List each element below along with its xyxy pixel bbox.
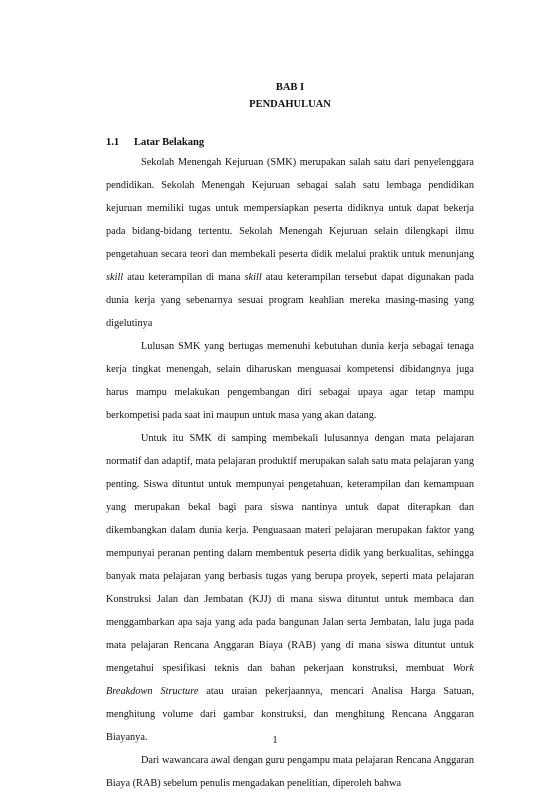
section-number: 1.1 <box>106 137 120 148</box>
chapter-label: BAB I <box>275 82 305 93</box>
paragraph-4 <box>106 749 474 795</box>
paragraph-3 <box>106 427 474 749</box>
paragraph-1 <box>106 151 474 335</box>
text-run: Sekolah Menengah Kejuruan (SMK) merupakan salah satu dari penyelenggara pendidikan. Sekolah Menengah Kejuruan sebagai salah satu lembaga pendidikan kejuruan memiliki tugas untuk mempersiapkan peserta didiknya untuk dapat bekerja pada bidang-bidang tertentu. Sekolah Menengah Kejuruan selain dilengkapi ilmu pengetahuan secara teori dan membekali peserta didik melalui praktik untuk menunjang <box>106 157 474 260</box>
text-run: atau uraian pekerjaannya, mencari Analisa Harga Satuan, menghitung volume dari gambar konstruksi, dan menghitung Rencana Anggaran Biayanya. <box>106 686 474 743</box>
text-run: atau keterampilan di mana <box>123 272 245 283</box>
chapter-title: PENDAHULUAN <box>249 99 331 110</box>
paragraph-2 <box>106 335 474 427</box>
section-heading <box>106 137 204 148</box>
page-number: 1 <box>272 735 278 746</box>
text-run: atau keterampilan tersebut dapat digunakan pada dunia kerja yang sebenarnya sesuai program keahlian mereka masing-masing yang digelutinya <box>106 272 474 329</box>
italic-term: Work Breakdown Structure <box>106 663 474 697</box>
italic-term: skill <box>244 272 262 283</box>
body-text <box>106 151 474 795</box>
text-run: Untuk itu SMK di samping membekali lulusannya dengan mata pelajaran normatif dan adaptif, mata pelajaran produktif merupakan salah satu mata pelajaran yang penting. Siswa dituntut untuk mempunyai pengetahuan, keterampilan dan kemampuan yang merupakan bekal bagi para siswa nantinya untuk dapat diterapkan dan dikembangkan dalam dunia kerja. Penguasaan materi pelajaran merupakan faktor yang mempunyai peranan penting dalam membentuk peserta didik yang berkualitas, sehingga banyak mata pelajaran yang berbasis tugas yang berupa proyek, seperti mata pelajaran Konstruksi Jalan dan Jembatan (KJJ) di mana siswa dituntut untuk membaca dan menggambarkan apa saja yang ada pada bangunan Jalan serta Jembatan, lalu juga pada mata pelajaran Rencana Anggaran Biaya (RAB) yang di mana siswa dituntut untuk mengetahui spesifikasi teknis dan bahan pekerjaan konstruksi, membuat <box>106 433 474 674</box>
section-title: Latar Belakang <box>134 137 205 148</box>
text-run: Dari wawancara awal dengan guru pengampu mata pelajaran Rencana Anggaran Biaya (RAB) sebelum penulis mengadakan penelitian, diperoleh bahwa <box>106 755 474 789</box>
text-run: Lulusan SMK yang bertugas memenuhi kebutuhan dunia kerja sebagai tenaga kerja tingkat menengah, selain diharuskan menguasai kompetensi dibidangnya juga harus mampu melakukan pengembangan diri sebagai upaya agar tetap mampu berkompetisi pada saat ini maupun untuk masa yang akan datang. <box>106 341 474 421</box>
italic-term: skill <box>106 272 124 283</box>
